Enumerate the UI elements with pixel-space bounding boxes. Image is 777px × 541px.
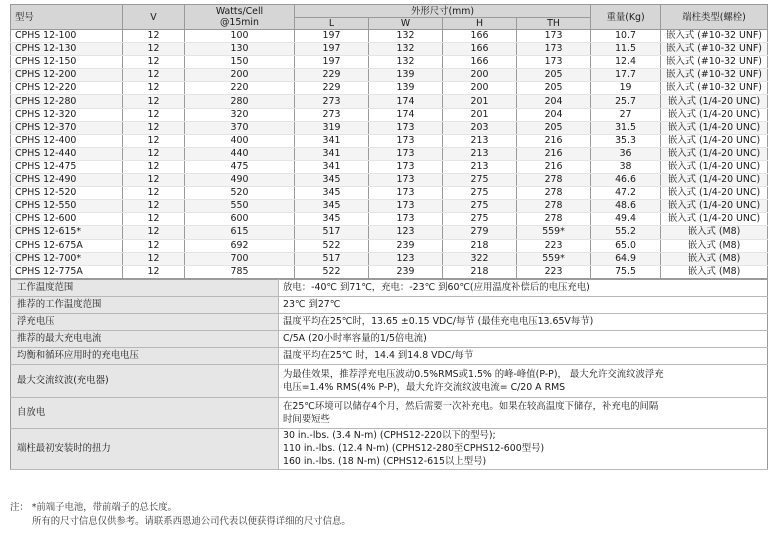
cell-model: CPHS 12-550 <box>11 200 123 213</box>
info-value-line: 23℃ 到27℃ <box>283 299 341 311</box>
table-row <box>11 82 768 95</box>
cell-watts: 220 <box>185 82 295 95</box>
cell-v: 12 <box>123 134 185 147</box>
cell-terminal: 嵌入式 (#10-32 UNF) <box>661 56 768 69</box>
cell-th: 205 <box>517 69 591 82</box>
cell-th: 204 <box>517 108 591 121</box>
cell-v: 12 <box>123 200 185 213</box>
header-watts-line2: @15min <box>220 17 259 28</box>
table-row <box>11 56 768 69</box>
info-value <box>279 397 768 428</box>
cell-weight: 55.2 <box>591 226 661 239</box>
cell-weight: 64.9 <box>591 252 661 265</box>
cell-w: 139 <box>369 69 443 82</box>
cell-weight: 48.6 <box>591 200 661 213</box>
cell-terminal: 嵌入式 (1/4-20 UNC) <box>661 121 768 134</box>
table-row <box>11 252 768 265</box>
cell-v: 12 <box>123 43 185 56</box>
cell-w: 132 <box>369 43 443 56</box>
header-total-height: TH <box>517 18 591 30</box>
table-row <box>11 174 768 187</box>
cell-l: 345 <box>295 187 369 200</box>
cell-h: 275 <box>443 213 517 226</box>
cell-v: 12 <box>123 187 185 200</box>
cell-weight: 27 <box>591 108 661 121</box>
cell-watts: 490 <box>185 174 295 187</box>
header-model: 型号 <box>11 5 123 30</box>
cell-weight: 17.7 <box>591 69 661 82</box>
table-row <box>11 30 768 43</box>
cell-weight: 49.4 <box>591 213 661 226</box>
info-value-line: 温度平均在25℃时，13.65 ±0.15 VDC/每节 (最佳充电电压13.65V每节) <box>283 316 594 328</box>
cell-weight: 36 <box>591 147 661 160</box>
cell-model: CPHS 12-520 <box>11 187 123 200</box>
cell-w: 173 <box>369 147 443 160</box>
cell-weight: 65.0 <box>591 239 661 252</box>
cell-watts: 280 <box>185 95 295 108</box>
info-value-line: 温度平均在25℃ 时，14.4 到14.8 VDC/每节 <box>283 350 474 362</box>
cell-terminal: 嵌入式 (1/4-20 UNC) <box>661 147 768 160</box>
cell-weight: 25.7 <box>591 95 661 108</box>
cell-weight: 19 <box>591 82 661 95</box>
cell-terminal: 嵌入式 (1/4-20 UNC) <box>661 160 768 173</box>
cell-th: 216 <box>517 147 591 160</box>
cell-v: 12 <box>123 69 185 82</box>
cell-v: 12 <box>123 108 185 121</box>
cell-th: 559* <box>517 226 591 239</box>
cell-h: 201 <box>443 108 517 121</box>
cell-l: 517 <box>295 226 369 239</box>
table-row <box>11 43 768 56</box>
cell-l: 522 <box>295 239 369 252</box>
cell-w: 132 <box>369 30 443 43</box>
cell-v: 12 <box>123 213 185 226</box>
cell-w: 174 <box>369 108 443 121</box>
cell-th: 223 <box>517 265 591 278</box>
cell-terminal: 嵌入式 (M8) <box>661 239 768 252</box>
cell-th: 278 <box>517 200 591 213</box>
cell-model: CPHS 12-100 <box>11 30 123 43</box>
info-label: 工作温度范围 <box>11 279 279 296</box>
cell-model: CPHS 12-220 <box>11 82 123 95</box>
cell-watts: 550 <box>185 200 295 213</box>
cell-v: 12 <box>123 82 185 95</box>
cell-l: 341 <box>295 160 369 173</box>
cell-l: 229 <box>295 82 369 95</box>
cell-terminal: 嵌入式 (M8) <box>661 265 768 278</box>
cell-th: 216 <box>517 134 591 147</box>
cell-terminal: 嵌入式 (1/4-20 UNC) <box>661 108 768 121</box>
cell-watts: 370 <box>185 121 295 134</box>
cell-terminal: 嵌入式 (M8) <box>661 252 768 265</box>
table-row <box>11 200 768 213</box>
table-row <box>11 239 768 252</box>
cell-w: 173 <box>369 174 443 187</box>
cell-h: 275 <box>443 174 517 187</box>
cell-v: 12 <box>123 239 185 252</box>
info-row <box>11 279 768 296</box>
cell-terminal: 嵌入式 (#10-32 UNF) <box>661 43 768 56</box>
cell-model: CPHS 12-200 <box>11 69 123 82</box>
table-row <box>11 187 768 200</box>
cell-l: 522 <box>295 265 369 278</box>
cell-v: 12 <box>123 121 185 134</box>
cell-l: 197 <box>295 30 369 43</box>
cell-watts: 475 <box>185 160 295 173</box>
cell-model: CPHS 12-615* <box>11 226 123 239</box>
cell-weight: 12.4 <box>591 56 661 69</box>
cell-l: 341 <box>295 147 369 160</box>
cell-l: 229 <box>295 69 369 82</box>
cell-h: 203 <box>443 121 517 134</box>
info-value-line: 时间要短些 <box>283 413 330 425</box>
cell-weight: 47.2 <box>591 187 661 200</box>
cell-model: CPHS 12-675A <box>11 239 123 252</box>
cell-th: 278 <box>517 187 591 200</box>
cell-weight: 35.3 <box>591 134 661 147</box>
cell-watts: 200 <box>185 69 295 82</box>
cell-h: 213 <box>443 160 517 173</box>
cell-w: 173 <box>369 121 443 134</box>
cell-h: 200 <box>443 82 517 95</box>
footnote-front-terminal: 注： *前端子电池，带前端子的总长度。 <box>10 502 178 513</box>
info-value-line: C/5A (20小时率容量的1/5倍电流) <box>283 333 427 345</box>
info-label: 自放电 <box>11 397 279 428</box>
table-row <box>11 213 768 226</box>
cell-h: 279 <box>443 226 517 239</box>
cell-l: 273 <box>295 108 369 121</box>
info-value <box>279 347 768 364</box>
cell-h: 166 <box>443 56 517 69</box>
info-value-line: 在25℃环境可以储存4个月，然后需要一次补充电。如果在较高温度下储存，补充电的间隔 <box>283 400 659 412</box>
cell-h: 218 <box>443 265 517 278</box>
cell-watts: 615 <box>185 226 295 239</box>
cell-l: 273 <box>295 95 369 108</box>
cell-terminal: 嵌入式 (#10-32 UNF) <box>661 30 768 43</box>
cell-th: 223 <box>517 239 591 252</box>
cell-th: 205 <box>517 121 591 134</box>
cell-v: 12 <box>123 56 185 69</box>
info-value-line: 30 in.-lbs. (3.4 N-m) (CPHS12-220以下的型号); <box>283 430 496 442</box>
cell-h: 275 <box>443 187 517 200</box>
cell-watts: 692 <box>185 239 295 252</box>
info-label: 最大交流纹波(充电器) <box>11 364 279 397</box>
info-row <box>11 364 768 397</box>
cell-v: 12 <box>123 174 185 187</box>
cell-w: 173 <box>369 187 443 200</box>
info-value <box>279 313 768 330</box>
cell-model: CPHS 12-475 <box>11 160 123 173</box>
cell-h: 201 <box>443 95 517 108</box>
cell-watts: 440 <box>185 147 295 160</box>
info-row <box>11 330 768 347</box>
cell-th: 173 <box>517 30 591 43</box>
cell-h: 200 <box>443 69 517 82</box>
cell-terminal: 嵌入式 (#10-32 UNF) <box>661 82 768 95</box>
header-width: W <box>369 18 443 30</box>
cell-model: CPHS 12-400 <box>11 134 123 147</box>
table-row <box>11 121 768 134</box>
cell-model: CPHS 12-600 <box>11 213 123 226</box>
cell-v: 12 <box>123 95 185 108</box>
table-row <box>11 147 768 160</box>
cell-watts: 100 <box>185 30 295 43</box>
footnote-reference: 所有的尺寸信息仅供参考。请联系西恩迪公司代表以便获得详细的尺寸信息。 <box>32 516 351 527</box>
info-row <box>11 296 768 313</box>
cell-v: 12 <box>123 252 185 265</box>
cell-weight: 46.6 <box>591 174 661 187</box>
info-value <box>279 296 768 313</box>
cell-watts: 400 <box>185 134 295 147</box>
cell-l: 345 <box>295 174 369 187</box>
footnotes <box>10 501 351 529</box>
cell-th: 278 <box>517 213 591 226</box>
info-table-body <box>11 279 768 469</box>
cell-h: 166 <box>443 43 517 56</box>
cell-w: 132 <box>369 56 443 69</box>
cell-l: 517 <box>295 252 369 265</box>
info-value-line: 电压=1.4% RMS(4% P-P)，最大允许交流纹波电流= C/20 A RMS <box>283 381 566 393</box>
cell-weight: 38 <box>591 160 661 173</box>
cell-terminal: 嵌入式 (1/4-20 UNC) <box>661 187 768 200</box>
table-row <box>11 108 768 121</box>
header-watts <box>185 5 295 30</box>
cell-w: 174 <box>369 95 443 108</box>
cell-model: CPHS 12-150 <box>11 56 123 69</box>
info-value <box>279 279 768 296</box>
battery-spec-table <box>10 4 768 279</box>
cell-w: 173 <box>369 134 443 147</box>
cell-watts: 520 <box>185 187 295 200</box>
cell-w: 173 <box>369 200 443 213</box>
table-row <box>11 134 768 147</box>
info-value-line: 为最佳效果，推荐浮充电压波动0.5%RMS或1.5% 的峰-峰值(P-P)， 最大允许交流纹波浮充 <box>283 368 664 380</box>
cell-terminal: 嵌入式 (1/4-20 UNC) <box>661 200 768 213</box>
info-value <box>279 428 768 469</box>
cell-h: 213 <box>443 134 517 147</box>
cell-model: CPHS 12-280 <box>11 95 123 108</box>
cell-terminal: 嵌入式 (M8) <box>661 226 768 239</box>
cell-terminal: 嵌入式 (#10-32 UNF) <box>661 69 768 82</box>
cell-th: 173 <box>517 56 591 69</box>
info-row <box>11 397 768 428</box>
cell-w: 123 <box>369 252 443 265</box>
operating-info-table <box>10 279 768 470</box>
cell-watts: 150 <box>185 56 295 69</box>
info-row <box>11 313 768 330</box>
cell-h: 213 <box>443 147 517 160</box>
info-label: 推荐的最大充电电流 <box>11 330 279 347</box>
cell-l: 197 <box>295 43 369 56</box>
cell-model: CPHS 12-440 <box>11 147 123 160</box>
table-row <box>11 226 768 239</box>
cell-th: 205 <box>517 82 591 95</box>
cell-w: 173 <box>369 160 443 173</box>
cell-w: 123 <box>369 226 443 239</box>
info-value-line: 110 in.-lbs. (12.4 N-m) (CPHS12-280至CPHS12-600型号) <box>283 443 545 455</box>
cell-watts: 320 <box>185 108 295 121</box>
info-value-line: 放电：-40℃ 到71℃，充电：-23℃ 到60℃(应用温度补偿后的电压充电) <box>283 282 590 294</box>
cell-model: CPHS 12-775A <box>11 265 123 278</box>
cell-l: 345 <box>295 213 369 226</box>
cell-w: 239 <box>369 265 443 278</box>
cell-weight: 75.5 <box>591 265 661 278</box>
cell-h: 275 <box>443 200 517 213</box>
info-value-line: 160 in.-lbs. (18 N-m) (CPHS12-615以上型号) <box>283 456 487 468</box>
cell-watts: 600 <box>185 213 295 226</box>
cell-terminal: 嵌入式 (1/4-20 UNC) <box>661 134 768 147</box>
cell-w: 173 <box>369 213 443 226</box>
cell-th: 559* <box>517 252 591 265</box>
header-dimensions: 外形尺寸(mm) <box>295 5 591 18</box>
cell-l: 345 <box>295 200 369 213</box>
cell-w: 239 <box>369 239 443 252</box>
cell-l: 197 <box>295 56 369 69</box>
cell-model: CPHS 12-370 <box>11 121 123 134</box>
cell-terminal: 嵌入式 (1/4-20 UNC) <box>661 174 768 187</box>
cell-v: 12 <box>123 160 185 173</box>
info-value <box>279 364 768 397</box>
header-weight: 重量(Kg) <box>591 5 661 30</box>
cell-weight: 31.5 <box>591 121 661 134</box>
cell-model: CPHS 12-700* <box>11 252 123 265</box>
cell-l: 319 <box>295 121 369 134</box>
cell-th: 173 <box>517 43 591 56</box>
cell-watts: 785 <box>185 265 295 278</box>
cell-h: 218 <box>443 239 517 252</box>
cell-v: 12 <box>123 265 185 278</box>
cell-h: 322 <box>443 252 517 265</box>
cell-v: 12 <box>123 226 185 239</box>
cell-model: CPHS 12-490 <box>11 174 123 187</box>
cell-watts: 130 <box>185 43 295 56</box>
info-row <box>11 347 768 364</box>
cell-l: 341 <box>295 134 369 147</box>
info-label: 端柱最初安装时的扭力 <box>11 428 279 469</box>
cell-watts: 700 <box>185 252 295 265</box>
cell-h: 166 <box>443 30 517 43</box>
spec-sheet <box>10 4 767 470</box>
cell-th: 216 <box>517 160 591 173</box>
cell-w: 139 <box>369 82 443 95</box>
info-value <box>279 330 768 347</box>
table-row <box>11 95 768 108</box>
spec-table-body <box>11 30 768 279</box>
header-height: H <box>443 18 517 30</box>
cell-terminal: 嵌入式 (1/4-20 UNC) <box>661 95 768 108</box>
cell-weight: 10.7 <box>591 30 661 43</box>
cell-th: 278 <box>517 174 591 187</box>
cell-terminal: 嵌入式 (1/4-20 UNC) <box>661 213 768 226</box>
cell-model: CPHS 12-320 <box>11 108 123 121</box>
header-watts-line1: Watts/Cell <box>215 6 264 17</box>
cell-model: CPHS 12-130 <box>11 43 123 56</box>
info-label: 推荐的工作温度范围 <box>11 296 279 313</box>
cell-weight: 11.5 <box>591 43 661 56</box>
info-label: 浮充电压 <box>11 313 279 330</box>
table-row <box>11 265 768 278</box>
header-length: L <box>295 18 369 30</box>
info-row <box>11 428 768 469</box>
table-row <box>11 69 768 82</box>
table-row <box>11 160 768 173</box>
info-label: 均衡和循环应用时的充电电压 <box>11 347 279 364</box>
cell-v: 12 <box>123 147 185 160</box>
header-voltage: V <box>123 5 185 30</box>
cell-v: 12 <box>123 30 185 43</box>
cell-th: 204 <box>517 95 591 108</box>
header-terminal: 端柱类型(螺栓) <box>661 5 768 30</box>
